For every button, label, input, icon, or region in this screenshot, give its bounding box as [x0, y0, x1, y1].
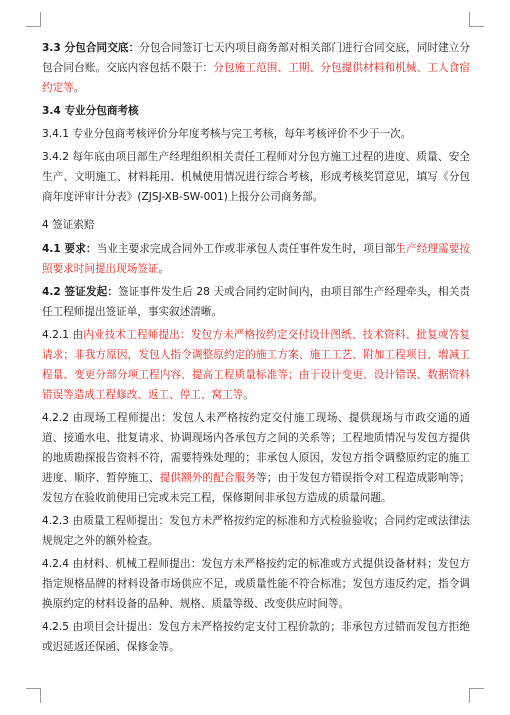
text-run: 3.4 专业分包商考核 [42, 105, 139, 117]
text-run: 4.2.4 由材料、机械工程师提出：发包方未严格按约定的标准或方式提供设备材料；发包方指定规格品牌的材料设备市场供应不足，或质量性能不符合标准；发包方违反约定，指令调换原约定的材料设备的品种、规格、质量等级、改变供应时间等。 [42, 558, 470, 610]
paragraph [42, 124, 470, 144]
text-run: 4 签证索赔 [42, 219, 95, 231]
document-body [42, 38, 470, 660]
section-heading [42, 215, 470, 235]
paragraph [42, 408, 470, 508]
paragraph [42, 325, 470, 405]
crop-mark-top-right [469, 12, 484, 27]
paragraph [42, 282, 470, 322]
text-run: 签证事件发生后 28 天或合同约定时间内，由项目部生产经理牵头，相关责任工程师提出签证单，事实叙述清晰。 [42, 286, 470, 318]
text-run: 4.2.1 由 [42, 329, 84, 341]
text-run: 等；由于发包方错误指令对工程造成影响等；发包方在验收前使用已完或未完工程，保修期间非承包方造成的质量问题。 [42, 472, 471, 504]
text-run: 3.4.1 专业分包商考核评价分年度考核与完工考核，每年考核评价不少于一次。 [42, 128, 412, 140]
text-run: 分包合同签订七天内项目商务部对相关部门进行合同交底，同时建立分包合同台账。交底内容包括不限于： [42, 42, 470, 74]
text-run: 4.2.2 由现场工程师提出：发包人未严格按约定交付施工现场、提供现场与市政交通的通道、接通水电、批复请求、协调现场内各承包方之间的关系等；工程地质情况与发包方提供的地质勘探报告资料不符，需要特殊处理的；非承包人原因，发包方指令调整原约定的施工进度、顺序、暂停施工、 [42, 412, 470, 484]
text-run: 4.2.5 由项目会计提出：发包方未严格按约定支付工程价款的；非承包方过错而发包方拒绝或迟延返还保函、保修金等。 [42, 621, 470, 653]
text-run: 。 [243, 389, 254, 401]
text-run: 。 [158, 263, 170, 275]
paragraph [42, 554, 470, 614]
crop-mark-bottom-left [26, 688, 41, 703]
section-heading [42, 101, 470, 121]
paragraph [42, 147, 470, 207]
paragraph [42, 38, 470, 98]
paragraph [42, 239, 470, 279]
text-run: 4.2.3 由质量工程师提出：发包方未严格按约定的标准和方式检验验收；合同约定或法律法规规定之外的额外检查。 [42, 515, 470, 547]
paragraph [42, 511, 470, 551]
text-run: 3.4.2 每年底由项目部生产经理组织相关责任工程师对分包方施工过程的进度、质量、安全生产、文明施工、材料耗用、机械使用情况进行综合考核，形成考核奖罚意见，填写《分包商年度评审计分表》(ZJSJ-XB-SW-001)上报分公司商务部。 [42, 151, 470, 203]
text-run: 4.1 要求： [42, 243, 97, 255]
text-run: 3.3 分包合同交底： [42, 42, 140, 54]
paragraph [42, 617, 470, 657]
highlighted-text: 内业技术工程师提出：发包方未严格按约定交付设计图纸、技术资料、批复或答复请求；非我方原因，发包人指令调整原约定的施工方案、施工工艺、附加工程项目、增减工程量、变更分部分项工程内容、提高工程质量标准等；由于设计变更、设计错误、数据资料错误等造成工程修改、返工、停工、窝工等 [42, 329, 471, 401]
text-run: 当业主要求完成合同外工作或非承包人责任事件发生时，项目部 [96, 243, 396, 255]
highlighted-text: 分包施工范围、工期、分包提供材料和机械、工人食宿约定等 [42, 62, 471, 94]
crop-mark-top-left [26, 12, 41, 27]
highlighted-text: 生产经理需要按照要求时间提出现场签证 [42, 243, 470, 275]
highlighted-text: 提供额外的配合服务 [159, 472, 257, 484]
text-run: 。 [73, 82, 85, 94]
text-run: 4.2 签证发起： [42, 286, 119, 298]
crop-mark-bottom-right [469, 688, 484, 703]
